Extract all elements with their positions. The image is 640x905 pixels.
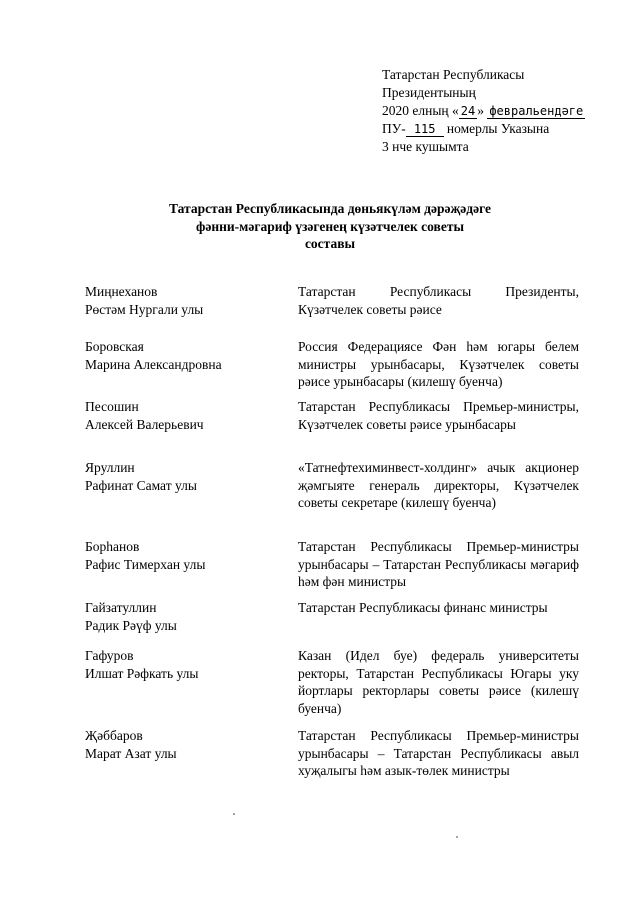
title-line-1: Татарстан Республикасында дөньякүләм дәрәҗәдәге (168, 201, 492, 216)
member-given-name: Марат Азат улы (85, 745, 177, 761)
member-row (85, 398, 580, 459)
member-position: Татарстан Республикасы Премьер-министры урынбасары – Татарстан Республикасы мәгариф һәм фән министры (298, 539, 579, 589)
member-row (85, 338, 580, 398)
decree-number: 115 (406, 123, 444, 137)
member-given-name: Илшат Рәфкать улы (85, 665, 199, 681)
member-row (85, 599, 580, 647)
member-row (85, 647, 580, 727)
member-surname: Песошин (85, 399, 139, 414)
member-row (85, 459, 580, 538)
header-date-line (382, 102, 585, 120)
member-name (85, 338, 298, 398)
scan-speck (233, 813, 235, 815)
member-surname: Борһанов (85, 539, 140, 554)
date-mid: » (477, 103, 488, 118)
header-line-1: Татарстан Республикасы (382, 67, 525, 82)
member-name (85, 599, 298, 647)
member-surname: Гайзатуллин (85, 600, 157, 615)
member-position: Татарстан Республикасы финанс министры (298, 600, 548, 615)
header-decree-line (382, 120, 585, 138)
member-given-name: Радик Рәүф улы (85, 617, 177, 633)
member-position: Татарстан Республикасы Премьер-министры урынбасары – Татарстан Республикасы авыл хуҗалыгы һәм азык-төлек министры (298, 728, 579, 778)
member-name (85, 459, 298, 538)
member-surname: Җәббаров (85, 728, 143, 743)
header-line-2: Президентының (382, 85, 476, 100)
members-list (85, 283, 580, 807)
member-name (85, 398, 298, 459)
member-row (85, 283, 580, 338)
title-line-2: фәнни-мәгариф үзәгенең күзәтчелек советы (195, 218, 465, 234)
member-position: Татарстан Республикасы Премьер-министры, Күзәтчелек советы рәисе урынбасары (298, 399, 579, 432)
member-given-name: Рафинат Самат улы (85, 477, 197, 493)
member-name (85, 538, 298, 599)
member-surname: Миңнеханов (85, 284, 158, 299)
member-surname: Боровская (85, 339, 144, 354)
date-month: февральендәге (489, 104, 584, 118)
member-position: Татарстан Республикасы Президенты, Күзәтчелек советы рәисе (298, 284, 579, 317)
member-name (85, 647, 298, 727)
decree-suffix: номерлы Указына (443, 121, 550, 136)
decree-prefix: ПУ- (382, 121, 406, 136)
member-given-name: Алексей Валерьевич (85, 416, 204, 432)
date-prefix: 2020 елның « (382, 103, 459, 118)
header-line-5: 3 нче кушымта (382, 139, 469, 154)
document-header (382, 66, 585, 156)
member-row (85, 727, 580, 807)
member-given-name: Марина Александровна (85, 356, 222, 372)
document-title (90, 200, 570, 253)
member-surname: Яруллин (85, 460, 135, 475)
member-name (85, 283, 298, 338)
member-surname: Гафуров (85, 648, 134, 663)
scan-speck (456, 836, 458, 838)
member-position: Россия Федерациясе Фән һәм югары белем министры урынбасары, Күзәтчелек советы рәисе урынбасары (килешү буенча) (298, 339, 579, 389)
member-given-name: Рафис Тимерхан улы (85, 556, 206, 572)
member-row (85, 538, 580, 599)
date-day: 24 (460, 104, 476, 118)
member-given-name: Рөстәм Нургали улы (85, 301, 204, 317)
member-position: «Татнефтехиминвест-холдинг» ачык акционер җәмгыяте генераль директоры, Күзәтчелек советы секретаре (килешү буенча) (298, 460, 579, 510)
member-name (85, 727, 298, 807)
title-line-3: составы (304, 236, 356, 251)
member-position: Казан (Идел буе) федераль университеты ректоры, Татарстан Республикасы Югары уку йортлары ректорлары советы рәисе (килешү буенча) (298, 648, 579, 716)
